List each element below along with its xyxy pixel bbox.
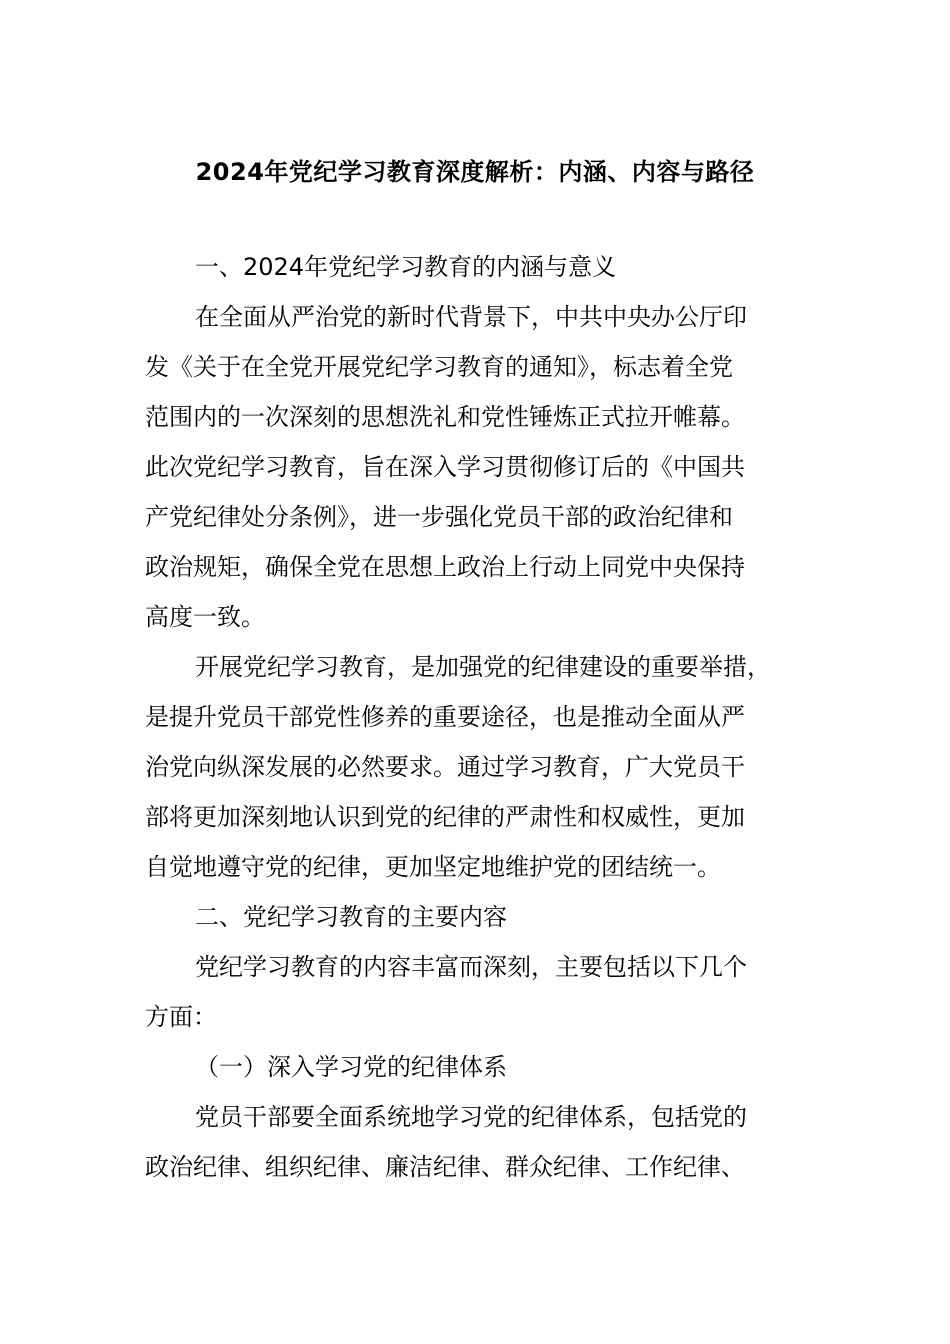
text-line: 是提升党员干部党性修养的重要途径，也是推动全面从严	[145, 703, 745, 731]
text-line: 方面：	[145, 1003, 217, 1031]
text-line: 党纪学习教育的内容丰富而深刻，主要包括以下几个	[195, 953, 747, 981]
text-line: 政治规矩，确保全党在思想上政治上行动上同党中央保持	[145, 553, 745, 581]
text-line: 此次党纪学习教育，旨在深入学习贯彻修订后的《中国共	[145, 453, 745, 481]
text-line: 在全面从严治党的新时代背景下，中共中央办公厅印	[195, 303, 747, 331]
text-line: 高度一致。	[145, 603, 265, 631]
text-line: 政治纪律、组织纪律、廉洁纪律、群众纪律、工作纪律、	[145, 1153, 745, 1181]
text-line: 产党纪律处分条例》，进一步强化党员干部的政治纪律和	[145, 503, 733, 531]
document-body	[145, 242, 805, 1192]
text-line: （一）深入学习党的纪律体系	[195, 1053, 507, 1081]
text-line: 部将更加深刻地认识到党的纪律的严肃性和权威性，更加	[145, 803, 745, 831]
document-title: 2024年党纪学习教育深度解析：内涵、内容与路径	[195, 158, 755, 186]
text-line: 自觉地遵守党的纪律，更加坚定地维护党的团结统一。	[145, 853, 721, 881]
text-line: 范围内的一次深刻的思想洗礼和党性锤炼正式拉开帷幕。	[145, 403, 745, 431]
text-line: 治党向纵深发展的必然要求。通过学习教育，广大党员干	[145, 753, 745, 781]
text-line: 开展党纪学习教育，是加强党的纪律建设的重要举措，	[195, 653, 771, 681]
text-line: 一、2024年党纪学习教育的内涵与意义	[195, 253, 617, 281]
text-line: 发《关于在全党开展党纪学习教育的通知》，标志着全党	[145, 353, 733, 381]
text-line: 党员干部要全面系统地学习党的纪律体系，包括党的	[195, 1103, 747, 1131]
text-line: 二、党纪学习教育的主要内容	[195, 903, 507, 931]
